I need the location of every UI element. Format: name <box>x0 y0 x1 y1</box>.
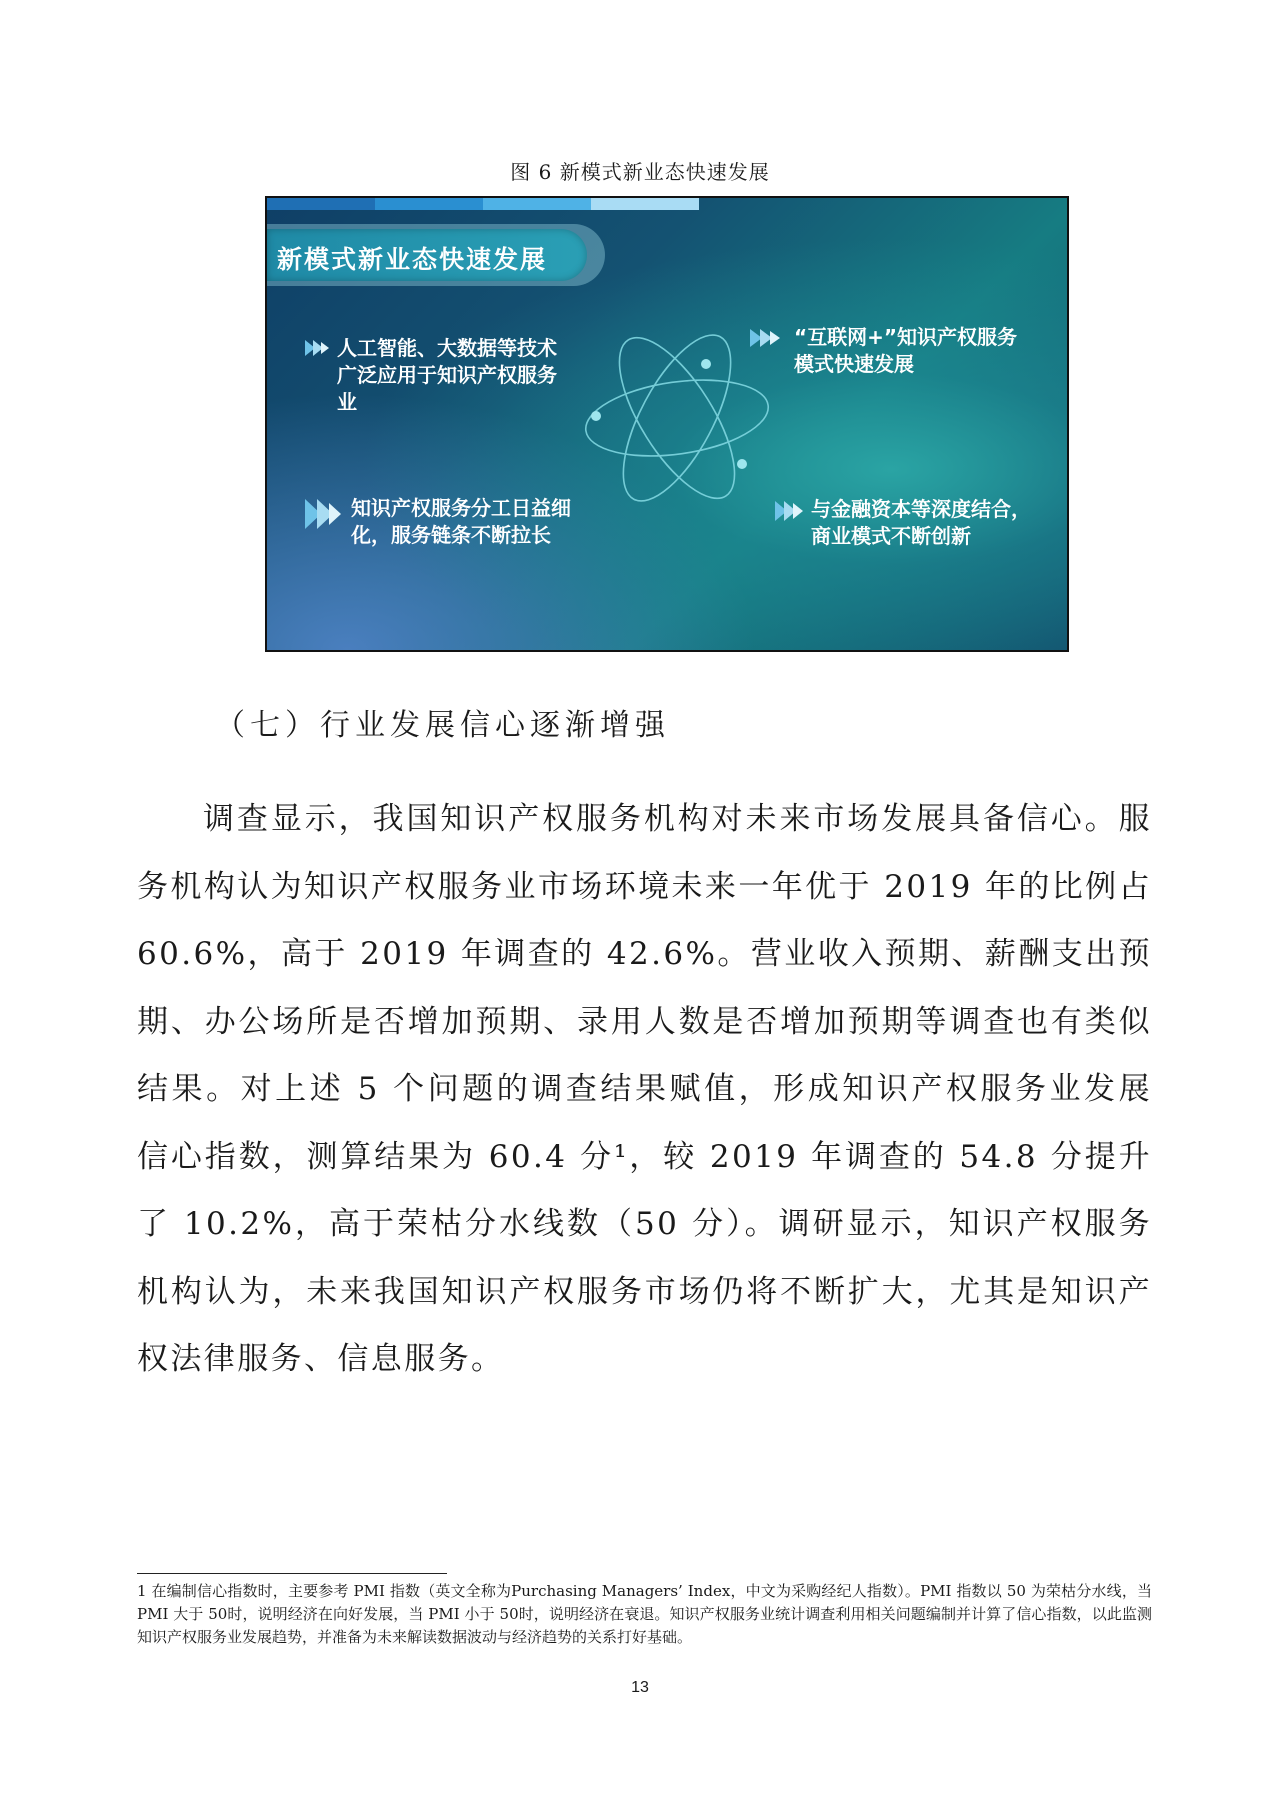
body-paragraph: 调查显示，我国知识产权服务机构对未来市场发展具备信心。服务机构认为知识产权服务业市场环境未来一年优于 2019 年的比例占 60.6%，高于 2019 年调查的 42.6%。营业收入预期、薪酬支出预期、办公场所是否增加预期、录用人数是否增加预期等调查也有类似结果。对上述 5 个问题的调查结果赋值，形成知识产权服务业发展信心指数，测算结果为 60.4 分¹，较 2019 年调查的 54.8 分提升了 10.2%，高于荣枯分水线数（50 分）。调研显示，知识产权服务机构认为，未来我国知识产权服务市场仍将不断扩大，尤其是知识产权法律服务、信息服务。 <box>137 801 1152 1377</box>
top-bar-segment <box>591 198 699 210</box>
section-heading: （七）行业发展信心逐渐增强 <box>215 708 670 743</box>
figure-item-division-of-labor: 知识产权服务分工日益细化，服务链条不断拉长 <box>305 495 577 549</box>
footnote-divider <box>137 1573 447 1574</box>
footnote: 1 在编制信心指数时，主要参考 PMI 指数（英文全称为Purchasing Managers’ Index，中文为采购经纪人指数）。PMI 指数以 50 为荣枯分水线，当 PMI 大于 50时，说明经济在向好发展，当 PMI 小于 50时，说明经济在衰退。知识产权服务业统计调查利用相关问题编制并计算了信心指数，以此监测知识产权服务业发展趋势，并准备为未来解读数据波动与经济趋势的关系打好基础。 <box>137 1582 1152 1646</box>
infographic-figure <box>265 196 1069 652</box>
figure-item-internet-plus: “互联网+”知识产权服务模式快速发展 <box>750 324 1024 378</box>
arrow-icon <box>750 328 784 348</box>
top-bar-segment <box>267 198 375 210</box>
arrow-icon <box>305 499 343 529</box>
figure-caption: 图 6 新模式新业态快速发展 <box>510 160 770 184</box>
figure-title-banner <box>267 224 605 286</box>
atom-icon <box>577 318 777 518</box>
figure-item-finance-capital: 与金融资本等深度结合，商业模式不断创新 <box>775 496 1041 550</box>
figure-item-ai-bigdata: 人工智能、大数据等技术广泛应用于知识产权服务业 <box>305 335 563 416</box>
top-bar-segment <box>483 198 591 210</box>
top-bar-segment <box>375 198 483 210</box>
arrow-icon <box>775 500 805 522</box>
arrow-icon <box>305 339 331 357</box>
page-number: 13 <box>631 1679 649 1696</box>
figure-title: 新模式新业态快速发展 <box>277 245 548 274</box>
